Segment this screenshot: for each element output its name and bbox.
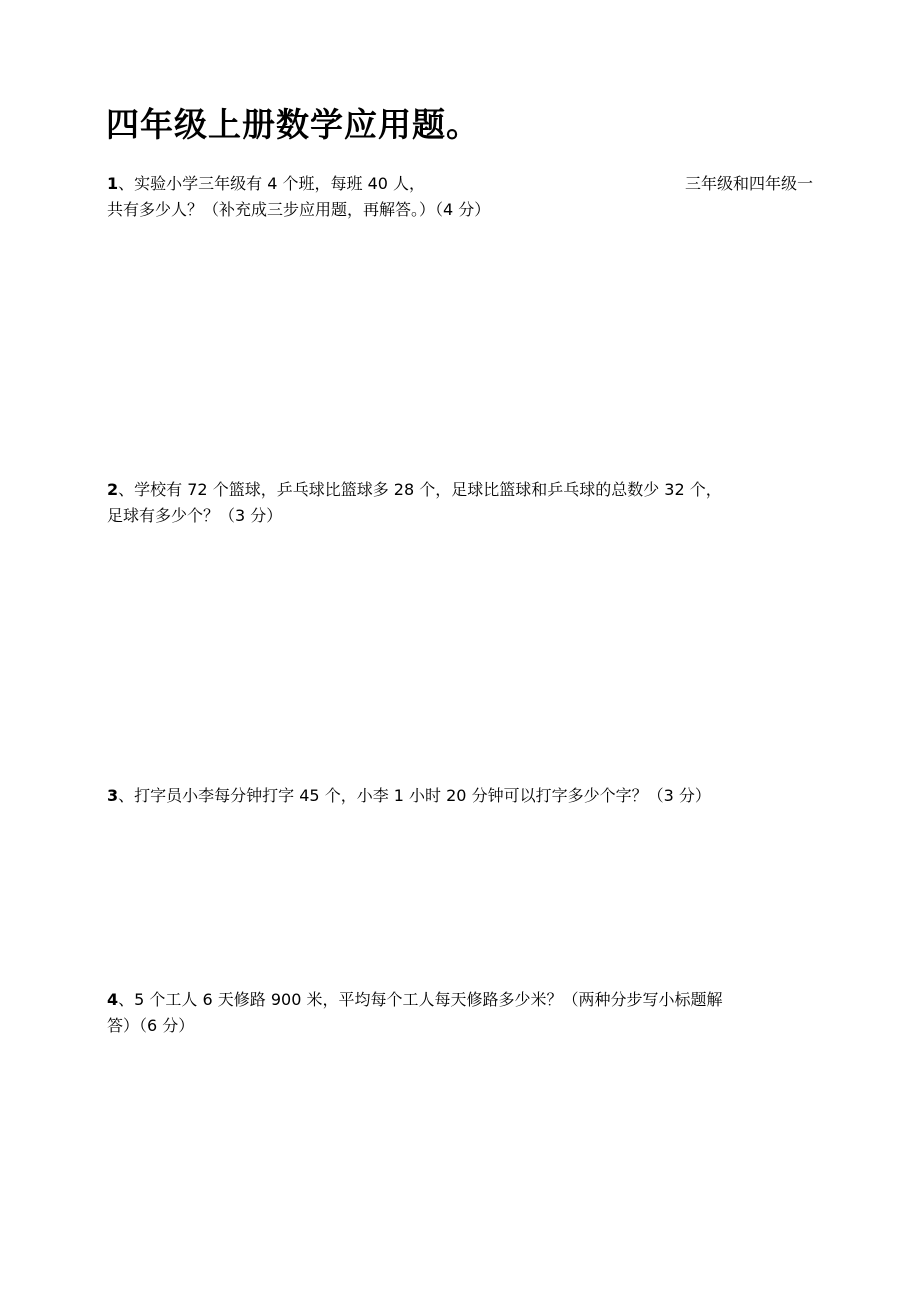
question-1-number: 1 <box>107 174 119 193</box>
question-4-text: 5 个工人 6 天修路 900 米，平均每个工人每天修路多少米？（两种分步写小标题解 <box>134 990 723 1009</box>
question-2 <box>107 477 819 529</box>
question-3-text: 打字员小李每分钟打字 45 个，小李 1 小时 20 分钟可以打字多少个字？（3 分） <box>134 786 711 805</box>
question-1-text-left: 实验小学三年级有 4 个班，每班 40 人， <box>134 174 426 193</box>
question-3-line-1 <box>107 783 819 809</box>
question-1-line-1 <box>107 171 819 197</box>
question-2-line-1 <box>107 477 819 503</box>
question-2-number: 2 <box>107 480 119 499</box>
question-2-separator: 、 <box>118 480 135 499</box>
question-4-line-2: 答）（6 分） <box>107 1016 195 1035</box>
question-3 <box>107 783 819 809</box>
question-1 <box>107 171 819 223</box>
question-2-text: 学校有 72 个篮球，乒乓球比篮球多 28 个，足球比篮球和乒乓球的总数少 32 个， <box>134 480 722 499</box>
question-4-separator: 、 <box>118 990 135 1009</box>
question-1-line-2: 共有多少人？（补充成三步应用题，再解答。）（4 分） <box>107 200 491 219</box>
question-2-line-2: 足球有多少个？（3 分） <box>107 506 283 525</box>
page-title: 四年级上册数学应用题。 <box>106 105 480 144</box>
question-3-separator: 、 <box>118 786 135 805</box>
question-3-number: 3 <box>107 786 119 805</box>
question-4-line-1 <box>107 987 819 1013</box>
question-4-number: 4 <box>107 990 119 1009</box>
question-1-separator: 、 <box>118 174 135 193</box>
question-4 <box>107 987 819 1039</box>
question-1-text-right: 三年级和四年级一 <box>684 174 813 193</box>
